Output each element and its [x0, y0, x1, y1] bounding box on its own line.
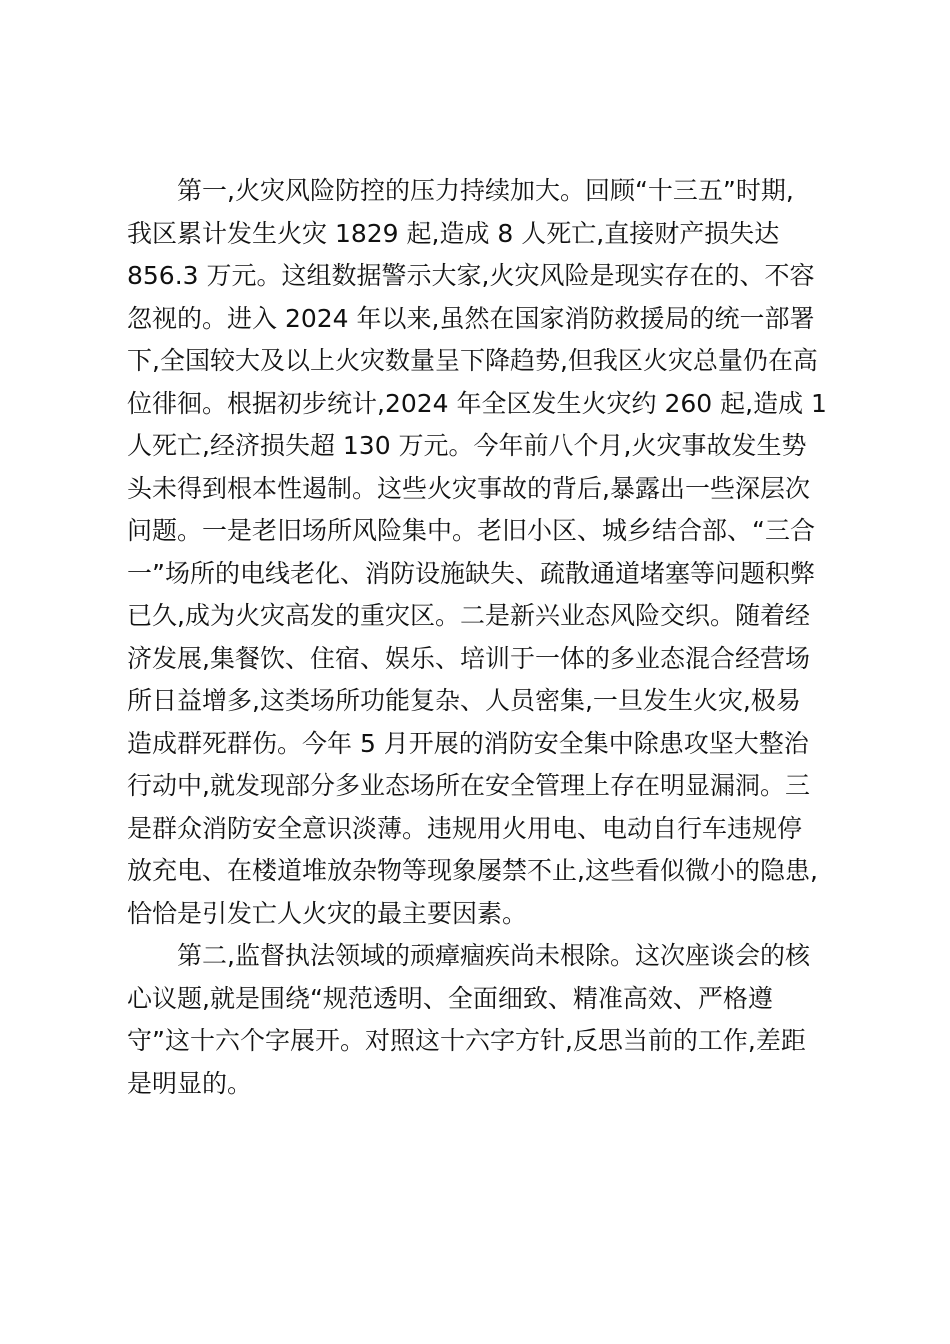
text-line: 已久,成为火灾高发的重灾区。二是新兴业态风险交织。随着经 — [127, 601, 810, 630]
text-line: 头未得到根本性遏制。这些火灾事故的背后,暴露出一些深层次 — [127, 473, 810, 503]
text-line: 是明显的。 — [127, 1068, 253, 1098]
text-line: 造成群死群伤。今年 5 月开展的消防安全集中除患攻坚大整治 — [127, 728, 809, 758]
text-line: 所日益增多,这类场所功能复杂、人员密集,一旦发生火灾,极易 — [127, 686, 801, 715]
text-line: 我区累计发生火灾 1829 起,造成 8 人死亡,直接财产损失达 — [127, 218, 780, 248]
text-line: 恰恰是引发亡人火灾的最主要因素。 — [127, 898, 528, 928]
text-line: 位徘徊。根据初步统计,2024 年全区发生火灾约 260 起,造成 1 — [127, 388, 827, 418]
paragraph-1 — [127, 170, 837, 935]
text-line: 放充电、在楼道堆放杂物等现象屡禁不止,这些看似微小的隐患, — [127, 856, 818, 885]
text-line: 行动中,就发现部分多业态场所在安全管理上存在明显漏洞。三 — [127, 771, 810, 800]
text-line: 第一,火灾风险防控的压力持续加大。回顾“十三五”时期, — [177, 176, 794, 205]
text-line: 是群众消防安全意识淡薄。违规用火用电、电动自行车违规停 — [127, 813, 803, 843]
text-line: 心议题,就是围绕“规范透明、全面细致、精准高效、严格遵 — [127, 983, 773, 1013]
text-line: 守”这十六个字展开。对照这十六字方针,反思当前的工作,差距 — [127, 1026, 806, 1055]
text-line: 问题。一是老旧场所风险集中。老旧小区、城乡结合部、“三合 — [127, 516, 815, 545]
text-line: 忽视的。进入 2024 年以来,虽然在国家消防救援局的统一部署 — [127, 303, 815, 333]
text-line: 856.3 万元。这组数据警示大家,火灾风险是现实存在的、不容 — [127, 261, 815, 290]
text-line: 一”场所的电线老化、消防设施缺失、疏散通道堵塞等问题积弊 — [127, 558, 815, 588]
text-line: 济发展,集餐饮、住宿、娱乐、培训于一体的多业态混合经营场 — [127, 643, 810, 673]
document-body — [127, 170, 837, 1105]
paragraph-2 — [127, 935, 837, 1105]
text-line: 人死亡,经济损失超 130 万元。今年前八个月,火灾事故发生势 — [127, 431, 807, 460]
text-line: 下,全国较大及以上火灾数量呈下降趋势,但我区火灾总量仍在高 — [127, 346, 818, 375]
text-line: 第二,监督执法领域的顽瘴痼疾尚未根除。这次座谈会的核 — [177, 941, 810, 970]
